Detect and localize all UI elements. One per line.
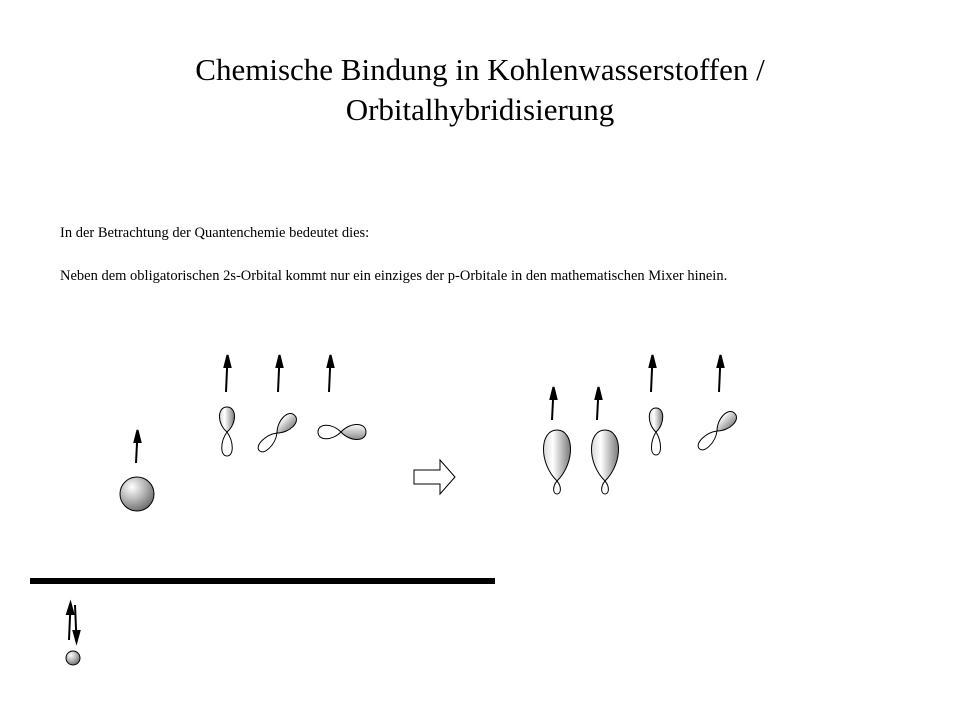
electron-up-arrow-icon <box>277 355 283 392</box>
p-orbital-icon <box>695 409 740 454</box>
2s-orbital-icon <box>120 477 154 511</box>
energy-level-line <box>30 578 495 584</box>
p-orbital-icon <box>649 408 663 455</box>
intro-text: In der Betrachtung der Quantenchemie bedeutet dies: <box>60 225 370 241</box>
py-orbital-icon <box>318 425 366 440</box>
sp-hybrid-orbital-icon <box>591 430 618 494</box>
electron-up-arrow-icon <box>225 355 231 392</box>
reaction-arrow-icon <box>414 460 455 494</box>
electron-up-arrow-icon <box>718 355 724 392</box>
electron-up-arrow-icon <box>596 387 602 420</box>
electron-pair-arrows-icon <box>67 603 80 642</box>
electron-up-arrow-icon <box>328 355 334 392</box>
electron-up-arrow-icon <box>135 430 141 463</box>
electron-up-arrow-icon <box>551 387 557 420</box>
title-line-2: Orbitalhybridisierung <box>345 92 615 127</box>
1s-orbital-icon <box>66 651 80 665</box>
pz-orbital-icon <box>220 407 235 456</box>
detail-text: Neben dem obligatorischen 2s-Orbital kommt nur ein einziges der p-Orbitale in den mathematischen Mixer hinein. <box>60 268 728 284</box>
sp-hybrid-orbital-icon <box>543 430 570 494</box>
px-orbital-icon <box>255 411 300 456</box>
electron-up-arrow-icon <box>650 355 656 392</box>
title-line-1: Chemische Bindung in Kohlenwasserstoffen / <box>195 52 765 87</box>
